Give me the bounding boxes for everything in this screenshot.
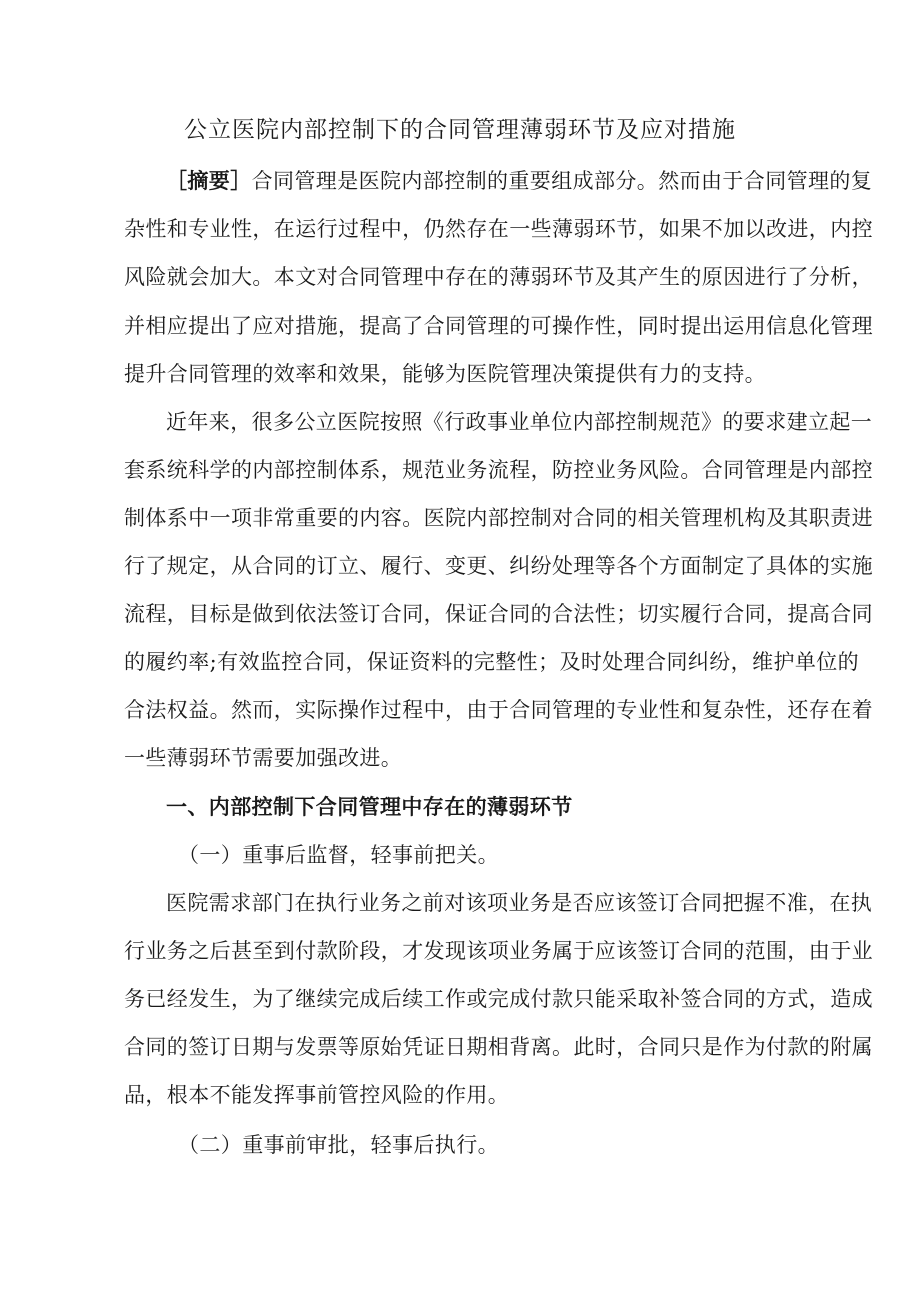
intro-line-7: 合法权益。然而，实际操作过程中，由于合同管理的专业性和复杂性，还存在着 bbox=[124, 698, 873, 722]
subsection-heading-2: （二）重事前审批，轻事后执行。 bbox=[178, 1133, 499, 1157]
sub1-line-5: 品，根本不能发挥事前管控风险的作用。 bbox=[124, 1083, 510, 1107]
sub1-line-3: 务已经发生，为了继续完成后续工作或完成付款只能采取补签合同的方式，造成 bbox=[124, 987, 873, 1011]
abstract-line-3: 风险就会加大。本文对合同管理中存在的薄弱环节及其产生的原因进行了分析， bbox=[124, 265, 873, 289]
intro-line-8: 一些薄弱环节需要加强改进。 bbox=[124, 746, 403, 770]
sub1-line-1: 医院需求部门在执行业务之前对该项业务是否应该签订合同把握不准，在执 bbox=[166, 891, 873, 915]
intro-line-4: 行了规定，从合同的订立、履行、变更、纠纷处理等各个方面制定了具体的实施 bbox=[124, 554, 873, 578]
intro-line-6: 的履约率;有效监控合同，保证资料的完整性；及时处理合同纠纷，维护单位的 bbox=[124, 650, 860, 674]
abstract-line-5: 提升合同管理的效率和效果，能够为医院管理决策提供有力的支持。 bbox=[124, 362, 766, 386]
intro-line-1: 近年来，很多公立医院按照《行政事业单位内部控制规范》的要求建立起一 bbox=[166, 410, 873, 434]
sub1-line-2: 行业务之后甚至到付款阶段，才发现该项业务属于应该签订合同的范围，由于业 bbox=[124, 939, 873, 963]
subsection-heading-1: （一）重事后监督，轻事前把关。 bbox=[178, 843, 499, 867]
intro-line-2: 套系统科学的内部控制体系，规范业务流程，防控业务风险。合同管理是内部控 bbox=[124, 458, 873, 482]
abstract-line-2: 杂性和专业性，在运行过程中，仍然存在一些薄弱环节，如果不加以改进，内控 bbox=[124, 217, 873, 241]
sub1-line-4: 合同的签订日期与发票等原始凭证日期相背离。此时，合同只是作为付款的附属 bbox=[124, 1035, 873, 1059]
intro-line-3: 制体系中一项非常重要的内容。医院内部控制对合同的相关管理机构及其职责进 bbox=[124, 506, 873, 530]
abstract-text: 合同管理是医院内部控制的重要组成部分。然而由于合同管理的复 bbox=[251, 169, 873, 193]
intro-line-5: 流程，目标是做到依法签订合同，保证合同的合法性；切实履行合同，提高合同 bbox=[124, 602, 873, 626]
section-heading: 一、内部控制下合同管理中存在的薄弱环节 bbox=[166, 795, 573, 819]
abstract-line-1 bbox=[166, 166, 872, 196]
abstract-line-4: 并相应提出了应对措施，提高了合同管理的可操作性，同时提出运用信息化管理 bbox=[124, 314, 873, 338]
abstract-label: ［摘要］ bbox=[166, 169, 252, 193]
document-title: 公立医院内部控制下的合同管理薄弱环节及应对措施 bbox=[184, 117, 736, 143]
